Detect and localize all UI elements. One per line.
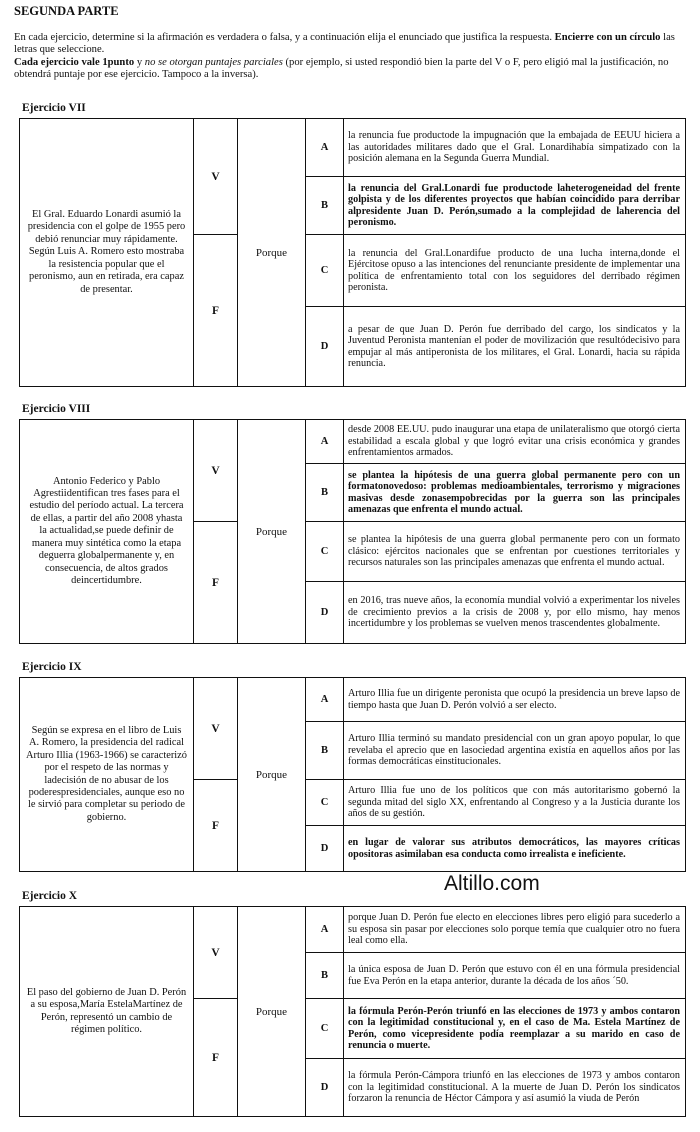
option-letter[interactable]: D bbox=[306, 582, 344, 644]
true-option[interactable]: V bbox=[194, 119, 238, 235]
option-letter[interactable]: A bbox=[306, 907, 344, 953]
option-letter[interactable]: A bbox=[306, 678, 344, 722]
option-letter[interactable]: B bbox=[306, 722, 344, 780]
exercise-label: Ejercicio IX bbox=[22, 661, 82, 673]
instruction-line-1: En cada ejercicio, determine si la afirmación es verdadera o falsa, y a continuación elija el enunciado que justifica la respuesta. Encierre con un círculo las letras que seleccione. bbox=[14, 32, 675, 56]
watermark: Altillo.com bbox=[444, 872, 540, 895]
option-text: porque Juan D. Perón fue electo en elecciones libres pero eligió para sucederlo a su esposa sin pasar por elecciones solo porque temía que cualquier otro no fuera leal como ella. bbox=[344, 907, 686, 953]
statement: Antonio Federico y Pablo Agrestiidentifican tres fases para el estudio del período actual. La tercera de ellas, a partir del año 2008 yhasta la actualidad,se puede definir de manera muy sintética como la etapa deguerra globalpermanente y, en consecuencia, de altos grados deincertidumbre. bbox=[20, 420, 194, 644]
false-option[interactable]: F bbox=[194, 235, 238, 387]
option-text: Arturo Illia fue uno de los políticos que con más autoritarismo gobernó la segunda mitad del siglo XX, enfrentando al Congreso y a la Justicia durante los años de su gestión. bbox=[344, 780, 686, 826]
option-text: Arturo Illia terminó su mandato presidencial con un gran apoyo popular, lo que revelaba el aprecio que en lasociedad argentina existía en aquellos años por las formas democráticas einstitucionales. bbox=[344, 722, 686, 780]
option-letter[interactable]: D bbox=[306, 1059, 344, 1117]
option-text: desde 2008 EE.UU. pudo inaugurar una etapa de unilateralismo que otorgó cierta estabilidad a escala global y que logró evitar una crisis económica y grandes enfrentamientos armados. bbox=[344, 420, 686, 464]
option-letter[interactable]: D bbox=[306, 307, 344, 387]
option-text: se plantea la hipótesis de una guerra global permanente pero con un formatonovedoso: problemas medioambientales, terrorismo y migraciones masivas desde zonasempobrecidas por la guerra son las principales amenazas que enfrenta el mundo actual. bbox=[344, 464, 686, 522]
option-letter[interactable]: C bbox=[306, 999, 344, 1059]
porque-label: Porque bbox=[238, 678, 306, 872]
option-text: en lugar de valorar sus atributos democráticos, las mayores críticas opositoras asimilaban esa conducta como irrealista e ineficiente. bbox=[344, 826, 686, 872]
option-text: la única esposa de Juan D. Perón que estuvo con él en una fórmula presidencial fue Eva Perón en la etapa anterior, durante la década de los años ´50. bbox=[344, 953, 686, 999]
option-text: la renuncia del Gral.Lonardi fue productode laheterogeneidad del frente golpista y de los diferentes proyectos que habían coincidido para derribar alpresidente Juan D. Perón,sumado a la complejidad de laherencia del peronismo. bbox=[344, 177, 686, 235]
option-text: la fórmula Perón-Perón triunfó en las elecciones de 1973 y ambos contaron con la legitimidad constitucional y, en el caso de Ma. Estela Martínez de Perón, como vicepresidente podía reemplazar a su marido en caso de renuncia o muerte. bbox=[344, 999, 686, 1059]
option-letter[interactable]: B bbox=[306, 953, 344, 999]
false-option[interactable]: F bbox=[194, 780, 238, 872]
exercise-table bbox=[19, 118, 686, 387]
exercise-table bbox=[19, 906, 686, 1117]
exercise-label: Ejercicio VIII bbox=[22, 403, 91, 415]
option-letter[interactable]: C bbox=[306, 522, 344, 582]
statement: Según se expresa en el libro de Luis A. Romero, la presidencia del radical Arturo Illia (1963-1966) se caracterizó por el respeto de las normas y ladecisión de no abusar de los poderespresidenciales, aunque eso no le sirvió para completar su periodo de gobierno. bbox=[20, 678, 194, 872]
false-option[interactable]: F bbox=[194, 999, 238, 1117]
option-letter[interactable]: D bbox=[306, 826, 344, 872]
exercise-table bbox=[19, 419, 686, 644]
statement: El paso del gobierno de Juan D. Perón a su esposa,María EstelaMartínez de Perón, representó un cambio de régimen político. bbox=[20, 907, 194, 1117]
porque-label: Porque bbox=[238, 119, 306, 387]
option-letter[interactable]: B bbox=[306, 177, 344, 235]
porque-label: Porque bbox=[238, 420, 306, 644]
exercise-label: Ejercicio VII bbox=[22, 102, 86, 114]
option-letter[interactable]: A bbox=[306, 119, 344, 177]
option-text: la renuncia del Gral.Lonardifue producto de una lucha interna,donde el Ejércitose opuso a las intenciones del renunciante presidente de implementar una política de enfrentamiento total con los seguidores del derribado régimen peronista. bbox=[344, 235, 686, 307]
statement: El Gral. Eduardo Lonardi asumió la presidencia con el golpe de 1955 pero debió renunciar muy rápidamente. Según Luis A. Romero esto mostraba la resistencia popular que el peronismo, aun en retirada, era capaz de presentar. bbox=[20, 119, 194, 387]
true-option[interactable]: V bbox=[194, 678, 238, 780]
option-text: a pesar de que Juan D. Perón fue derribado del cargo, los sindicatos y la Juventud Peronista mantenían el poder de movilización que resultódecisivo para empujar al más antiperonista de los militares, el Gral. Lonardi, hacia su rápida renuncia. bbox=[344, 307, 686, 387]
option-text: Arturo Illia fue un dirigente peronista que ocupó la presidencia un breve lapso de tiempo hasta que Juan D. Perón volvió a ser electo. bbox=[344, 678, 686, 722]
exercise-label: Ejercicio X bbox=[22, 890, 78, 902]
false-option[interactable]: F bbox=[194, 522, 238, 644]
option-text: la renuncia fue productode la impugnación que la embajada de EEUU hiciera a las autoridades militares dado que el Gral. Lonardihabía simpatizado con la posición alemana en la Segunda Guerra Mundial. bbox=[344, 119, 686, 177]
option-letter[interactable]: C bbox=[306, 235, 344, 307]
option-letter[interactable]: A bbox=[306, 420, 344, 464]
option-letter[interactable]: B bbox=[306, 464, 344, 522]
true-option[interactable]: V bbox=[194, 420, 238, 522]
page-title: SEGUNDA PARTE bbox=[14, 4, 119, 18]
option-letter[interactable]: C bbox=[306, 780, 344, 826]
instruction-line-2: Cada ejercicio vale 1punto y no se otorgan puntajes parciales (por ejemplo, si usted respondió bien la parte del V o F, pero eligió mal la justificación, no obtendrá puntaje por ese ejercicio. Tampoco a la inversa). bbox=[14, 56, 669, 81]
option-text: en 2016, tras nueve años, la economía mundial volvió a experimentar los niveles de crecimiento previos a la crisis de 2008 y, por ello mismo, hay menos incertidumbre y los problemas se vuelven menos trascendentes globalmente. bbox=[344, 582, 686, 644]
porque-label: Porque bbox=[238, 907, 306, 1117]
option-text: la fórmula Perón-Cámpora triunfó en las elecciones de 1973 y ambos contaron con la legitimidad constitucional. A la muerte de Juan D. Perón los sindicatos forzaron la renuncia de Héctor Cámpora y así asumió la viuda de Perón bbox=[344, 1059, 686, 1117]
true-option[interactable]: V bbox=[194, 907, 238, 999]
instructions bbox=[14, 32, 694, 82]
exercise-table bbox=[19, 677, 686, 872]
option-text: se plantea la hipótesis de una guerra global permanente pero con un formato clásico: ejércitos nacionales que se enfrentan por cuestiones territoriales y recursos naturales son las principales amenazas que enfrenta el mundo actual. bbox=[344, 522, 686, 582]
